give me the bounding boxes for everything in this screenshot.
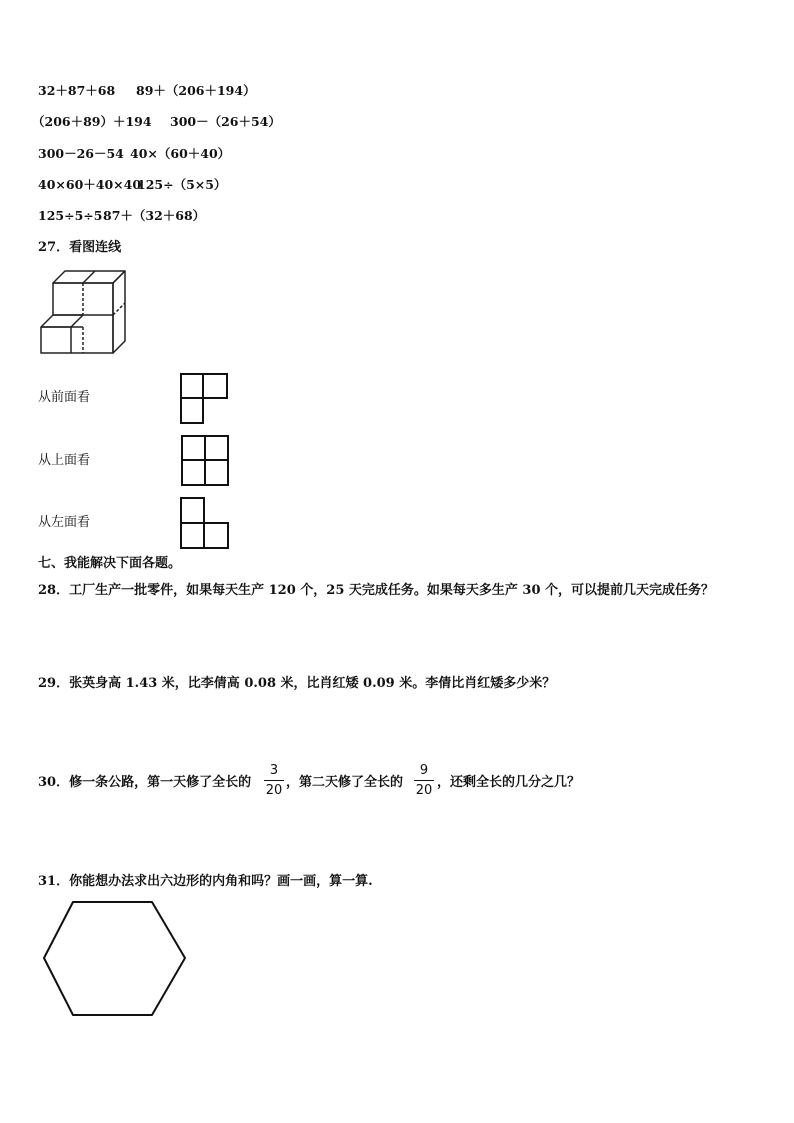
fraction-bar <box>414 780 434 781</box>
section-7-title: 七、我能解决下面各题。 <box>38 556 182 571</box>
calc-5b: 87＋（32＋68） <box>103 208 206 223</box>
q27-title: 27．看图连线 <box>38 240 122 255</box>
hexagon-figure <box>40 898 190 1020</box>
calc-2a: （206＋89）＋194 <box>32 114 152 129</box>
calc-3a: 300－26－54 <box>38 146 124 161</box>
calc-1b: 89＋（206＋194） <box>136 83 256 98</box>
q30-part2: ，第二天修了全长的 <box>286 775 404 790</box>
label-front-view: 从前面看 <box>38 390 91 405</box>
q31-text: 31．你能想办法求出六边形的内角和吗？画一画，算一算. <box>38 874 373 889</box>
calc-4b: 125÷（5×5） <box>137 177 227 192</box>
calc-1a: 32＋87＋68 <box>38 83 116 98</box>
fraction-denominator: 20 <box>265 783 283 798</box>
q30-fraction-1 <box>264 763 284 798</box>
fraction-bar <box>264 780 284 781</box>
fraction-numerator: 3 <box>269 763 279 778</box>
calc-4a: 40×60＋40×40 <box>38 177 142 192</box>
q30-part3: ，还剩全长的几分之几？ <box>437 775 581 790</box>
fraction-numerator: 9 <box>419 763 429 778</box>
q30-part1: 30．修一条公路，第一天修了全长的 <box>38 775 252 790</box>
calc-5a: 125÷5÷5 <box>38 208 103 223</box>
front-view-figure <box>180 372 230 426</box>
cube-solid-figure <box>38 265 132 363</box>
label-left-view: 从左面看 <box>38 515 91 530</box>
top-view-figure <box>180 434 232 488</box>
calc-3b: 40×（60＋40） <box>130 146 231 161</box>
left-view-figure <box>180 496 232 552</box>
q29-text: 29．张英身高 1.43 米，比李倩高 0.08 米，比肖红矮 0.09 米。李倩比肖红矮多少米？ <box>38 676 556 691</box>
calc-2b: 300－（26＋54） <box>170 114 281 129</box>
fraction-denominator: 20 <box>415 783 433 798</box>
q28-text: 28．工厂生产一批零件，如果每天生产 120 个，25 天完成任务。如果每天多生产 30 个，可以提前几天完成任务？ <box>38 583 715 598</box>
label-top-view: 从上面看 <box>38 453 91 468</box>
q30-fraction-2 <box>414 763 434 798</box>
